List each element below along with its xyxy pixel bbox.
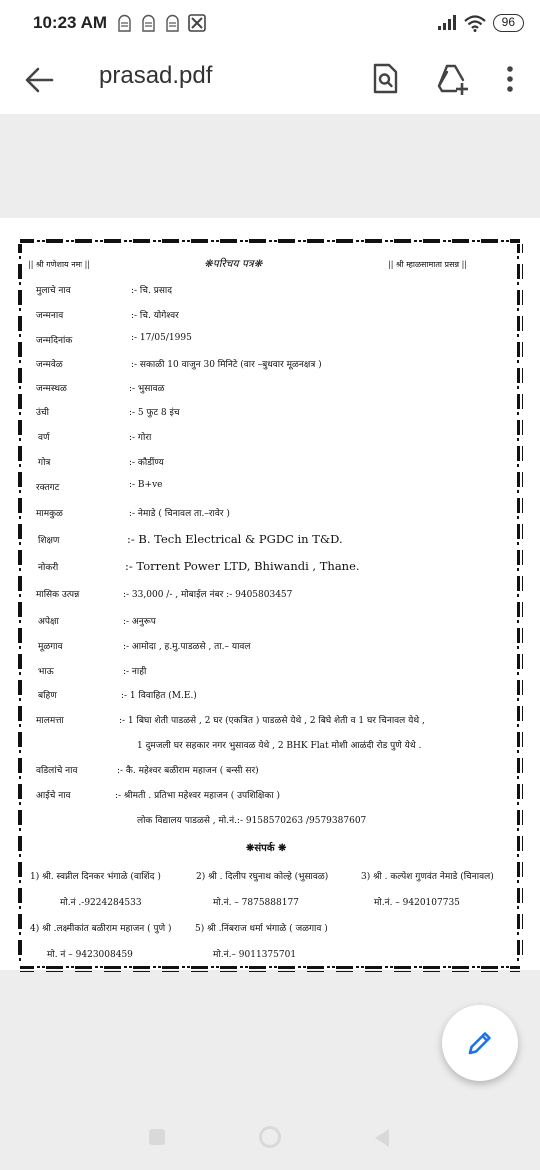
pencil-icon	[467, 1030, 493, 1056]
notification-icon	[164, 14, 181, 32]
arrow-back-icon	[22, 63, 56, 97]
field-value: :- आमोदा , ह.मु.पाडळसे , ता.– यावल	[123, 642, 251, 652]
contact-name: 3) श्री . कल्पेश गुणवंत नेमाडे (चिनावल)	[361, 872, 494, 882]
contact-phone: मो. नं – 9423008459	[47, 950, 133, 960]
field-value: :- नाही	[123, 667, 147, 677]
field-value: :- भुसावळ	[129, 384, 165, 394]
recent-apps-button[interactable]	[149, 1129, 165, 1145]
field-label: जन्मवेळ	[36, 360, 63, 370]
pdf-page[interactable]	[0, 218, 540, 970]
decorative-border	[17, 238, 523, 972]
field-label: भाऊ	[38, 667, 54, 677]
field-label: जन्मदिनांक	[36, 336, 73, 346]
field-value: :- अनुरूप	[123, 617, 156, 627]
field-label: शिक्षण	[38, 536, 60, 546]
contact-phone: मो.नं. – 7875888177	[213, 898, 299, 908]
wifi-icon	[464, 15, 486, 32]
contact-name: 1) श्री. स्वप्नील दिनकर भंगाळे (वाशिंद )	[30, 872, 161, 882]
field-label: वर्ण	[38, 433, 50, 443]
field-value: :- B+ve	[129, 480, 163, 490]
field-label: अपेक्षा	[38, 617, 59, 627]
document-title: prasad.pdf	[99, 62, 213, 89]
field-value: :- 5 फुट 8 इंच	[129, 408, 180, 418]
field-value: :- नेमाडे ( चिनावल ता.–रावेर )	[129, 509, 230, 519]
field-value: :- 17/05/1995	[131, 333, 192, 343]
field-label: जन्मस्थळ	[36, 384, 67, 394]
add-to-drive-icon	[436, 62, 470, 96]
field-value: :- कै. महेश्वर बळीराम महाजन ( बन्सी सर)	[117, 766, 259, 776]
search-document-icon	[369, 62, 401, 96]
notification-icon	[140, 14, 157, 32]
field-label: उंची	[36, 408, 49, 418]
nav-back-icon[interactable]	[373, 1128, 391, 1148]
search-in-document-button[interactable]	[369, 62, 401, 96]
status-bar	[0, 0, 540, 48]
contact-phone: मो.नं .-9224284533	[60, 898, 142, 908]
border-pattern	[17, 238, 523, 972]
field-value-continuation: लोक विद्यालय पाडळसे , मो.नं.:- 9158570263 /9579387607	[137, 816, 367, 826]
field-value: :- 1 विवाहित (M.E.)	[121, 691, 197, 701]
field-label: मूळगाव	[38, 642, 63, 652]
status-indicators	[437, 14, 524, 32]
app-notification-icon	[188, 14, 205, 32]
field-value: :- Torrent Power LTD, Bhiwandi , Thane.	[125, 559, 360, 573]
notification-icons	[116, 14, 205, 32]
contacts-heading: ❋संपर्क ❋	[246, 843, 287, 854]
field-label: आईचे नाव	[36, 791, 71, 801]
more-vert-icon	[500, 62, 520, 96]
field-label: नोकरी	[38, 563, 59, 573]
contact-name: 4) श्री .लक्ष्मीकांत बळीराम महाजन ( पुणे )	[30, 924, 172, 934]
field-label: मासिक उत्पन्न	[36, 590, 80, 600]
contact-name: 5) श्री .निंबराज धर्मा भंगाळे ( जळगाव )	[195, 924, 328, 934]
field-label: बहिण	[38, 691, 57, 701]
field-label: जन्मनाव	[36, 311, 64, 321]
back-button[interactable]	[22, 63, 56, 97]
field-value: :- 1 बिघा शेती पाडळसे , 2 घर (एकत्रित ) पाडळसे येथे , 2 बिघे शेती व 1 घर चिनावल येथे ,	[119, 716, 425, 726]
field-label: मामकुळ	[36, 509, 63, 519]
header-left-invocation: || श्री गणेशाय नमः ||	[28, 260, 90, 269]
field-value: :- कौडींण्य	[129, 458, 164, 468]
edit-fab-button[interactable]	[442, 1005, 518, 1081]
contact-phone: मो.नं.– 9011375701	[213, 950, 297, 960]
contact-phone: मो.नं. – 9420107735	[374, 898, 460, 908]
app-bar	[0, 48, 540, 114]
field-value: :- B. Tech Electrical & PGDC in T&D.	[127, 532, 343, 546]
battery-indicator: 96	[493, 14, 524, 32]
field-value: :- चि. प्रसाद	[131, 286, 173, 296]
notification-icon	[116, 14, 133, 32]
field-value: :- श्रीमती . प्रतिभा महेश्वर महाजन ( उपशिक्षिका )	[115, 791, 280, 801]
field-label: रक्तगट	[36, 483, 60, 493]
more-options-button[interactable]	[500, 62, 520, 96]
document-heading: ❋परिचय पत्र❋	[204, 258, 263, 270]
field-label: वडिलांचे नाव	[36, 766, 78, 776]
field-value: :- सकाळी 10 वाजुन 30 मिनिटे (वार –बुधवार मूळनक्षत्र )	[131, 360, 322, 370]
field-value: :- 33,000 /- , मोबाईल नंबर :- 9405803457	[123, 590, 293, 600]
field-value: :- गोरा	[129, 433, 152, 443]
signal-icon	[437, 15, 457, 31]
contact-name: 2) श्री . दिलीप रघुनाथ कोल्हे (भुसावळ)	[196, 872, 329, 882]
home-button[interactable]	[259, 1126, 281, 1148]
field-label: गोत्र	[38, 458, 51, 468]
field-value-continuation: 1 दुमजली घर सहकार नगर भुसावळ येथे , 2 BHK Flat मोशी आळंदी रोड पुणे येथे .	[137, 741, 422, 751]
field-label: मालमत्ता	[36, 716, 64, 726]
status-time: 10:23 AM	[33, 13, 108, 32]
field-value: :- चि. योगेश्वर	[131, 311, 179, 321]
header-right-invocation: || श्री म्हाळसामाता प्रसन्न ||	[388, 260, 467, 269]
field-label: मुलाचे नाव	[36, 286, 71, 296]
add-to-drive-button[interactable]	[436, 62, 468, 96]
